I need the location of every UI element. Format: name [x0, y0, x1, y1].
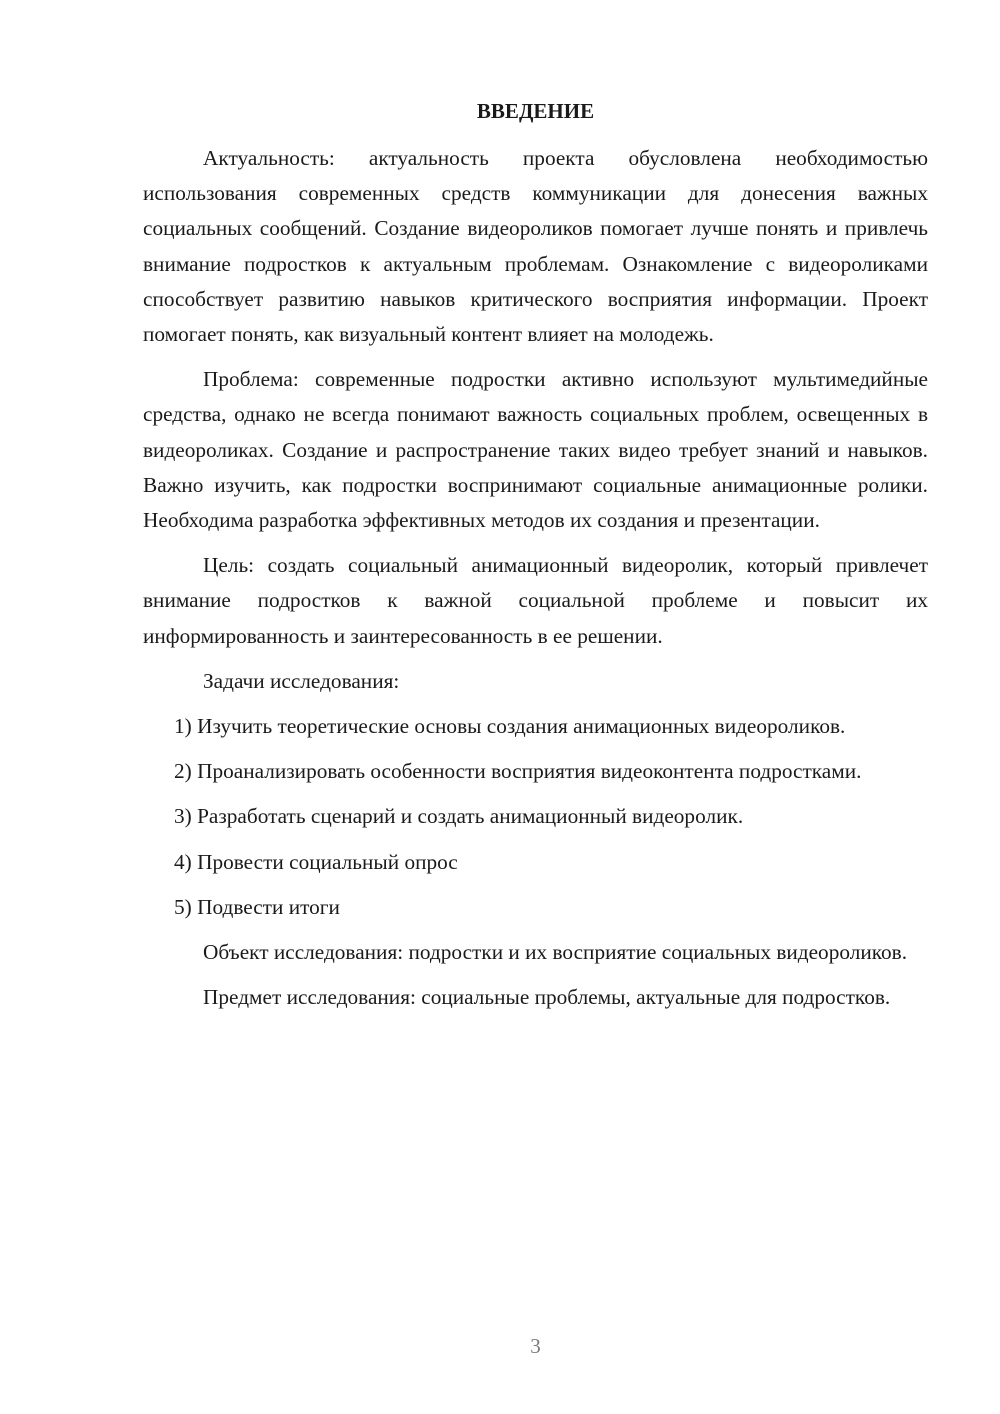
document-page	[143, 0, 928, 1414]
task-item: 1) Изучить теоретические основы создания анимационных видеороликов.	[174, 714, 846, 739]
relevance-paragraph: Актуальность: актуальность проекта обусловлена необходимостью использования современных средств коммуникации для донесения важных социальных сообщений. Создание видеороликов помогает лучше понять и привлечь внимание подростков к актуальным проблемам. Ознакомление с видеороликами способствует развитию навыков критического восприятия информации. Проект помогает понять, как визуальный контент влияет на молодежь.	[143, 146, 928, 347]
goal-paragraph: Цель: создать социальный анимационный видеоролик, который привлечет внимание подростков к важной социальной проблеме и повысит их информированность и заинтересованность в ее решении.	[143, 553, 928, 648]
tasks-list	[143, 709, 928, 925]
subject-paragraph: Предмет исследования: социальные проблемы, актуальные для подростков.	[203, 985, 891, 1010]
task-item: 4) Провести социальный опрос	[174, 849, 458, 874]
problem-paragraph: Проблема: современные подростки активно используют мультимедийные средства, однако не всегда понимают важность социальных проблем, освещенных в видеороликах. Создание и распространение таких видео требует знаний и навыков. Важно изучить, как подростки воспринимают социальные анимационные ролики. Необходима разработка эффективных методов их создания и презентации.	[143, 367, 928, 533]
task-item: 3) Разработать сценарий и создать анимационный видеоролик.	[174, 804, 744, 829]
task-item: 5) Подвести итоги	[174, 894, 340, 919]
page-number: 3	[530, 1334, 541, 1358]
document-body	[143, 141, 928, 1025]
task-item: 2) Проанализировать особенности восприятия видеоконтента подростками.	[174, 759, 862, 784]
tasks-heading: Задачи исследования:	[203, 668, 400, 693]
object-paragraph: Объект исследования: подростки и их восприятие социальных видеороликов.	[203, 940, 908, 965]
section-title: ВВЕДЕНИЕ	[476, 99, 595, 123]
